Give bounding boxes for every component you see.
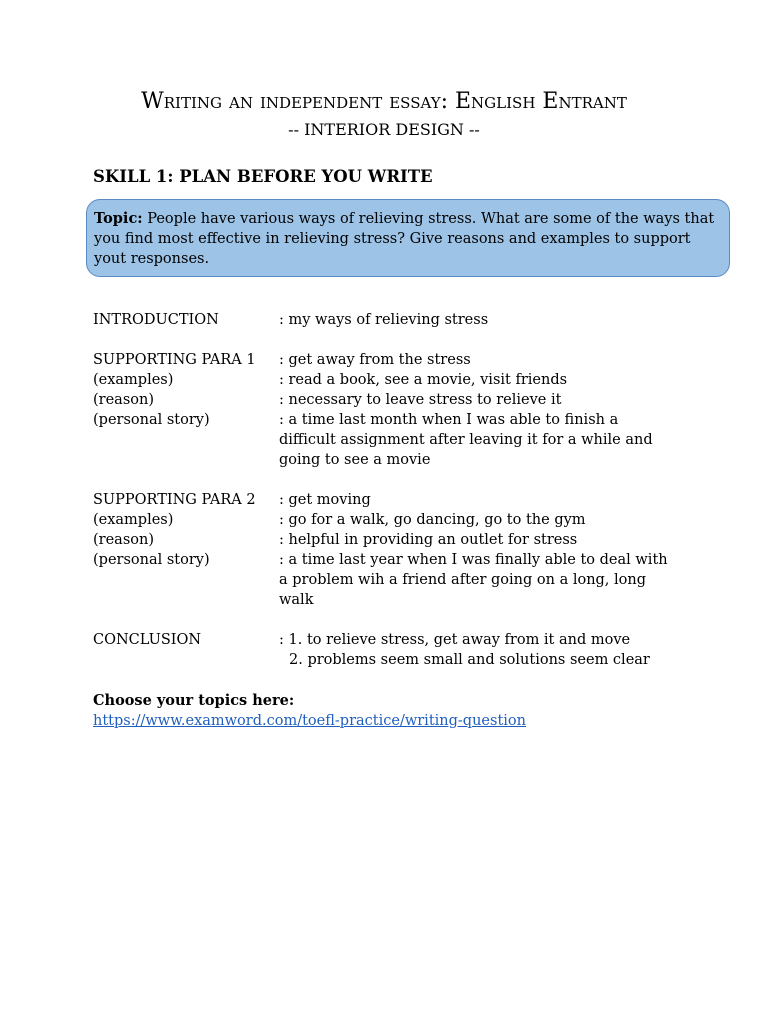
essay-outline bbox=[93, 310, 679, 670]
topic-box bbox=[86, 199, 730, 277]
outline-value: : read a book, see a movie, visit friends bbox=[279, 372, 568, 388]
outline-row-introduction bbox=[93, 310, 679, 330]
outline-row-para1-examples bbox=[93, 370, 679, 390]
outline-row-conclusion-2 bbox=[93, 650, 679, 670]
topic-text: People have various ways of relieving stress. What are some of the ways that you find most effective in relieving stress? Give reasons and examples to support yout responses. bbox=[94, 211, 715, 267]
page-title: Writing an independent essay: English Entrant bbox=[141, 89, 627, 114]
outline-value: : get away from the stress bbox=[279, 352, 471, 368]
outline-row-conclusion bbox=[93, 630, 679, 650]
outline-key: SUPPORTING PARA 2 bbox=[93, 492, 256, 508]
outline-key: INTRODUCTION bbox=[93, 312, 219, 328]
outline-key: (personal story) bbox=[93, 412, 210, 428]
outline-row-para2-examples bbox=[93, 510, 679, 530]
skill-heading: SKILL 1: PLAN BEFORE YOU WRITE bbox=[93, 167, 433, 186]
outline-key: (examples) bbox=[93, 512, 174, 528]
outline-row-para2-story bbox=[93, 550, 679, 610]
topic-label: Topic: bbox=[94, 210, 143, 227]
outline-value: : a time last month when I was able to finish a difficult assignment after leaving it for a while and going to see a movie bbox=[279, 412, 653, 468]
page-subtitle: -- INTERIOR DESIGN -- bbox=[288, 120, 480, 139]
topics-link[interactable]: https://www.examword.com/toefl-practice/writing-question bbox=[93, 713, 526, 729]
outline-key: (personal story) bbox=[93, 552, 210, 568]
outline-value: 2. problems seem small and solutions seem clear bbox=[289, 652, 650, 668]
outline-value: : my ways of relieving stress bbox=[279, 312, 489, 328]
choose-topics-label: Choose your topics here: bbox=[93, 692, 295, 709]
outline-row-para1-reason bbox=[93, 390, 679, 410]
outline-value: : necessary to leave stress to relieve it bbox=[279, 392, 562, 408]
outline-key: SUPPORTING PARA 1 bbox=[93, 352, 256, 368]
outline-value: : go for a walk, go dancing, go to the gym bbox=[279, 512, 586, 528]
outline-row-para1-story bbox=[93, 410, 679, 470]
outline-row-para1-heading bbox=[93, 350, 679, 370]
outline-key: (examples) bbox=[93, 372, 174, 388]
outline-row-para2-heading bbox=[93, 490, 679, 510]
outline-key: (reason) bbox=[93, 532, 154, 548]
outline-value: : a time last year when I was finally able to deal with a problem wih a friend after going on a long, long walk bbox=[279, 552, 668, 608]
outline-row-para2-reason bbox=[93, 530, 679, 550]
outline-value: : helpful in providing an outlet for stress bbox=[279, 532, 578, 548]
outline-key: (reason) bbox=[93, 392, 154, 408]
outline-value: : get moving bbox=[279, 492, 371, 508]
outline-value: : 1. to relieve stress, get away from it and move bbox=[279, 632, 631, 648]
outline-key: CONCLUSION bbox=[93, 632, 202, 648]
